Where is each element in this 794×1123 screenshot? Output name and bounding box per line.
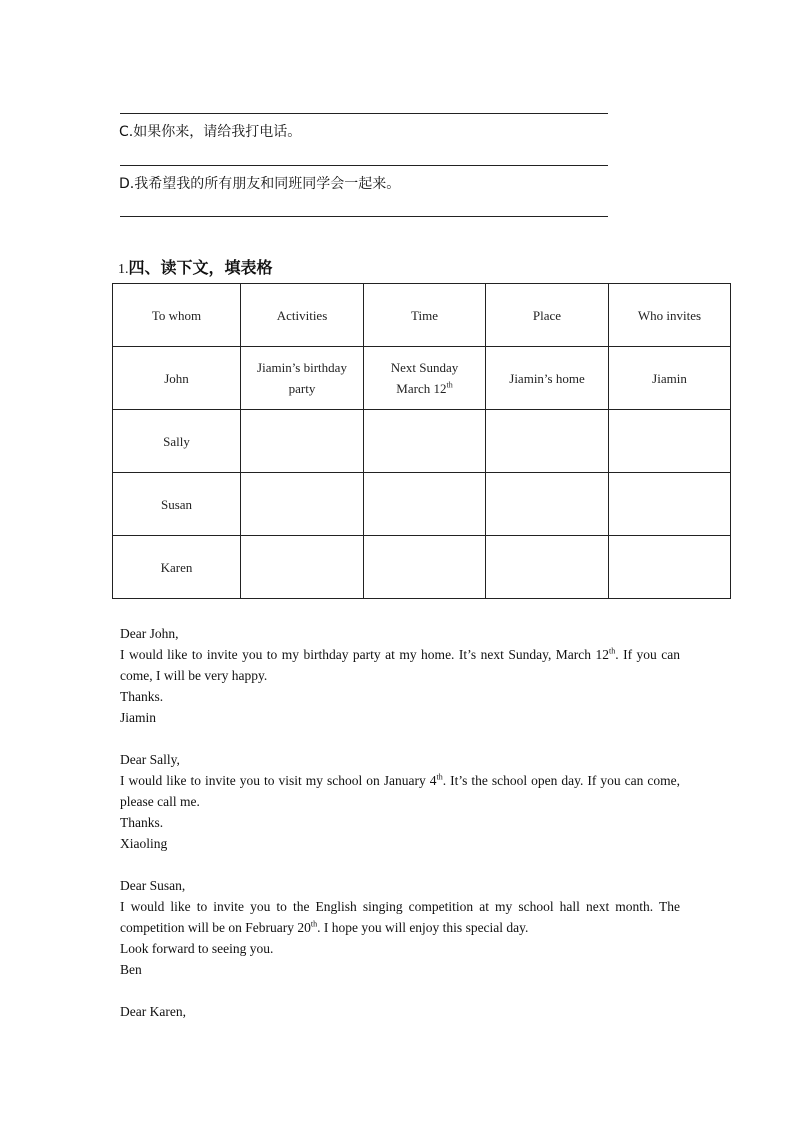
letter-greeting: Dear John, — [120, 626, 179, 641]
blank-cell[interactable] — [609, 473, 731, 536]
letter-body — [120, 896, 680, 938]
letter-signature: Xiaoling — [120, 836, 168, 851]
table-row — [113, 536, 731, 599]
header-who-invites: Who invites — [609, 284, 731, 347]
answer-line — [120, 216, 608, 217]
letter-text: I would like to invite you to visit my school on January 4 — [120, 773, 437, 788]
blank-cell[interactable] — [609, 410, 731, 473]
letter-sally — [120, 749, 680, 854]
letter-body — [120, 770, 680, 812]
header-time: Time — [364, 284, 486, 347]
option-label: D. — [119, 176, 135, 192]
section-number: 1. — [118, 262, 129, 277]
ordinal-suffix: th — [609, 646, 616, 656]
time-line: Next Sunday — [390, 360, 459, 375]
blank-cell[interactable] — [364, 473, 486, 536]
letter-greeting: Dear Sally, — [120, 752, 180, 767]
option-d — [119, 175, 400, 193]
cell-activities: Jiamin’s birthday party — [241, 347, 364, 410]
blank-cell[interactable] — [241, 536, 364, 599]
blank-cell[interactable] — [241, 473, 364, 536]
cell-time — [364, 347, 486, 410]
table-row — [113, 473, 731, 536]
option-text: 如果你来，请给我打电话。 — [133, 124, 302, 140]
blank-cell[interactable] — [364, 536, 486, 599]
blank-cell[interactable] — [241, 410, 364, 473]
letter-text: . I hope you will enjoy this special day. — [317, 920, 529, 935]
letter-text: I would like to invite you to my birthday party at my home. It’s next Sunday, March 12 — [120, 647, 609, 662]
cell-to-whom: Sally — [113, 410, 241, 473]
cell-who-invites: Jiamin — [609, 347, 731, 410]
answer-line — [120, 165, 608, 166]
ordinal-suffix: th — [436, 772, 443, 782]
letter-closing: Thanks. — [120, 815, 164, 830]
ordinal-suffix: th — [310, 919, 318, 929]
section-title-text: 四、读下文，填表格 — [128, 258, 273, 277]
letter-john — [120, 623, 680, 728]
letter-greeting: Dear Susan, — [120, 878, 186, 893]
letter-body — [120, 644, 680, 686]
letters — [120, 623, 680, 1022]
table-header-row — [113, 284, 731, 347]
table-row — [113, 410, 731, 473]
cell-place: Jiamin’s home — [486, 347, 609, 410]
letter-susan — [120, 875, 680, 980]
letter-closing: Thanks. — [120, 689, 164, 704]
header-activities: Activities — [241, 284, 364, 347]
letter-text: I would like to invite you to the English singing competition at my school hall next month. The competition will be on February 20 — [120, 899, 680, 935]
answer-line — [120, 113, 608, 114]
letter-text: . If you can come, I will be very happy. — [120, 647, 680, 683]
blank-cell[interactable] — [486, 536, 609, 599]
section-title — [118, 255, 273, 278]
table-row — [113, 347, 731, 410]
letter-greeting: Dear Karen, — [120, 1004, 186, 1019]
option-c — [119, 123, 301, 141]
invitation-table — [112, 283, 731, 599]
blank-cell[interactable] — [364, 410, 486, 473]
letter-text: . It’s the school open day. If you can come, please call me. — [120, 773, 680, 809]
letter-signature: Ben — [120, 962, 142, 977]
header-place: Place — [486, 284, 609, 347]
letter-karen — [120, 1001, 680, 1022]
letter-closing: Look forward to seeing you. — [120, 941, 274, 956]
cell-to-whom: John — [113, 347, 241, 410]
ordinal-suffix: th — [446, 380, 453, 390]
time-line: March 12 — [396, 381, 447, 396]
letter-signature: Jiamin — [120, 710, 156, 725]
option-text: 我希望我的所有朋友和同班同学会一起来。 — [134, 176, 401, 192]
cell-to-whom: Karen — [113, 536, 241, 599]
blank-cell[interactable] — [486, 473, 609, 536]
option-label: C. — [119, 124, 134, 140]
cell-to-whom: Susan — [113, 473, 241, 536]
blank-cell[interactable] — [609, 536, 731, 599]
header-to-whom: To whom — [113, 284, 241, 347]
blank-cell[interactable] — [486, 410, 609, 473]
